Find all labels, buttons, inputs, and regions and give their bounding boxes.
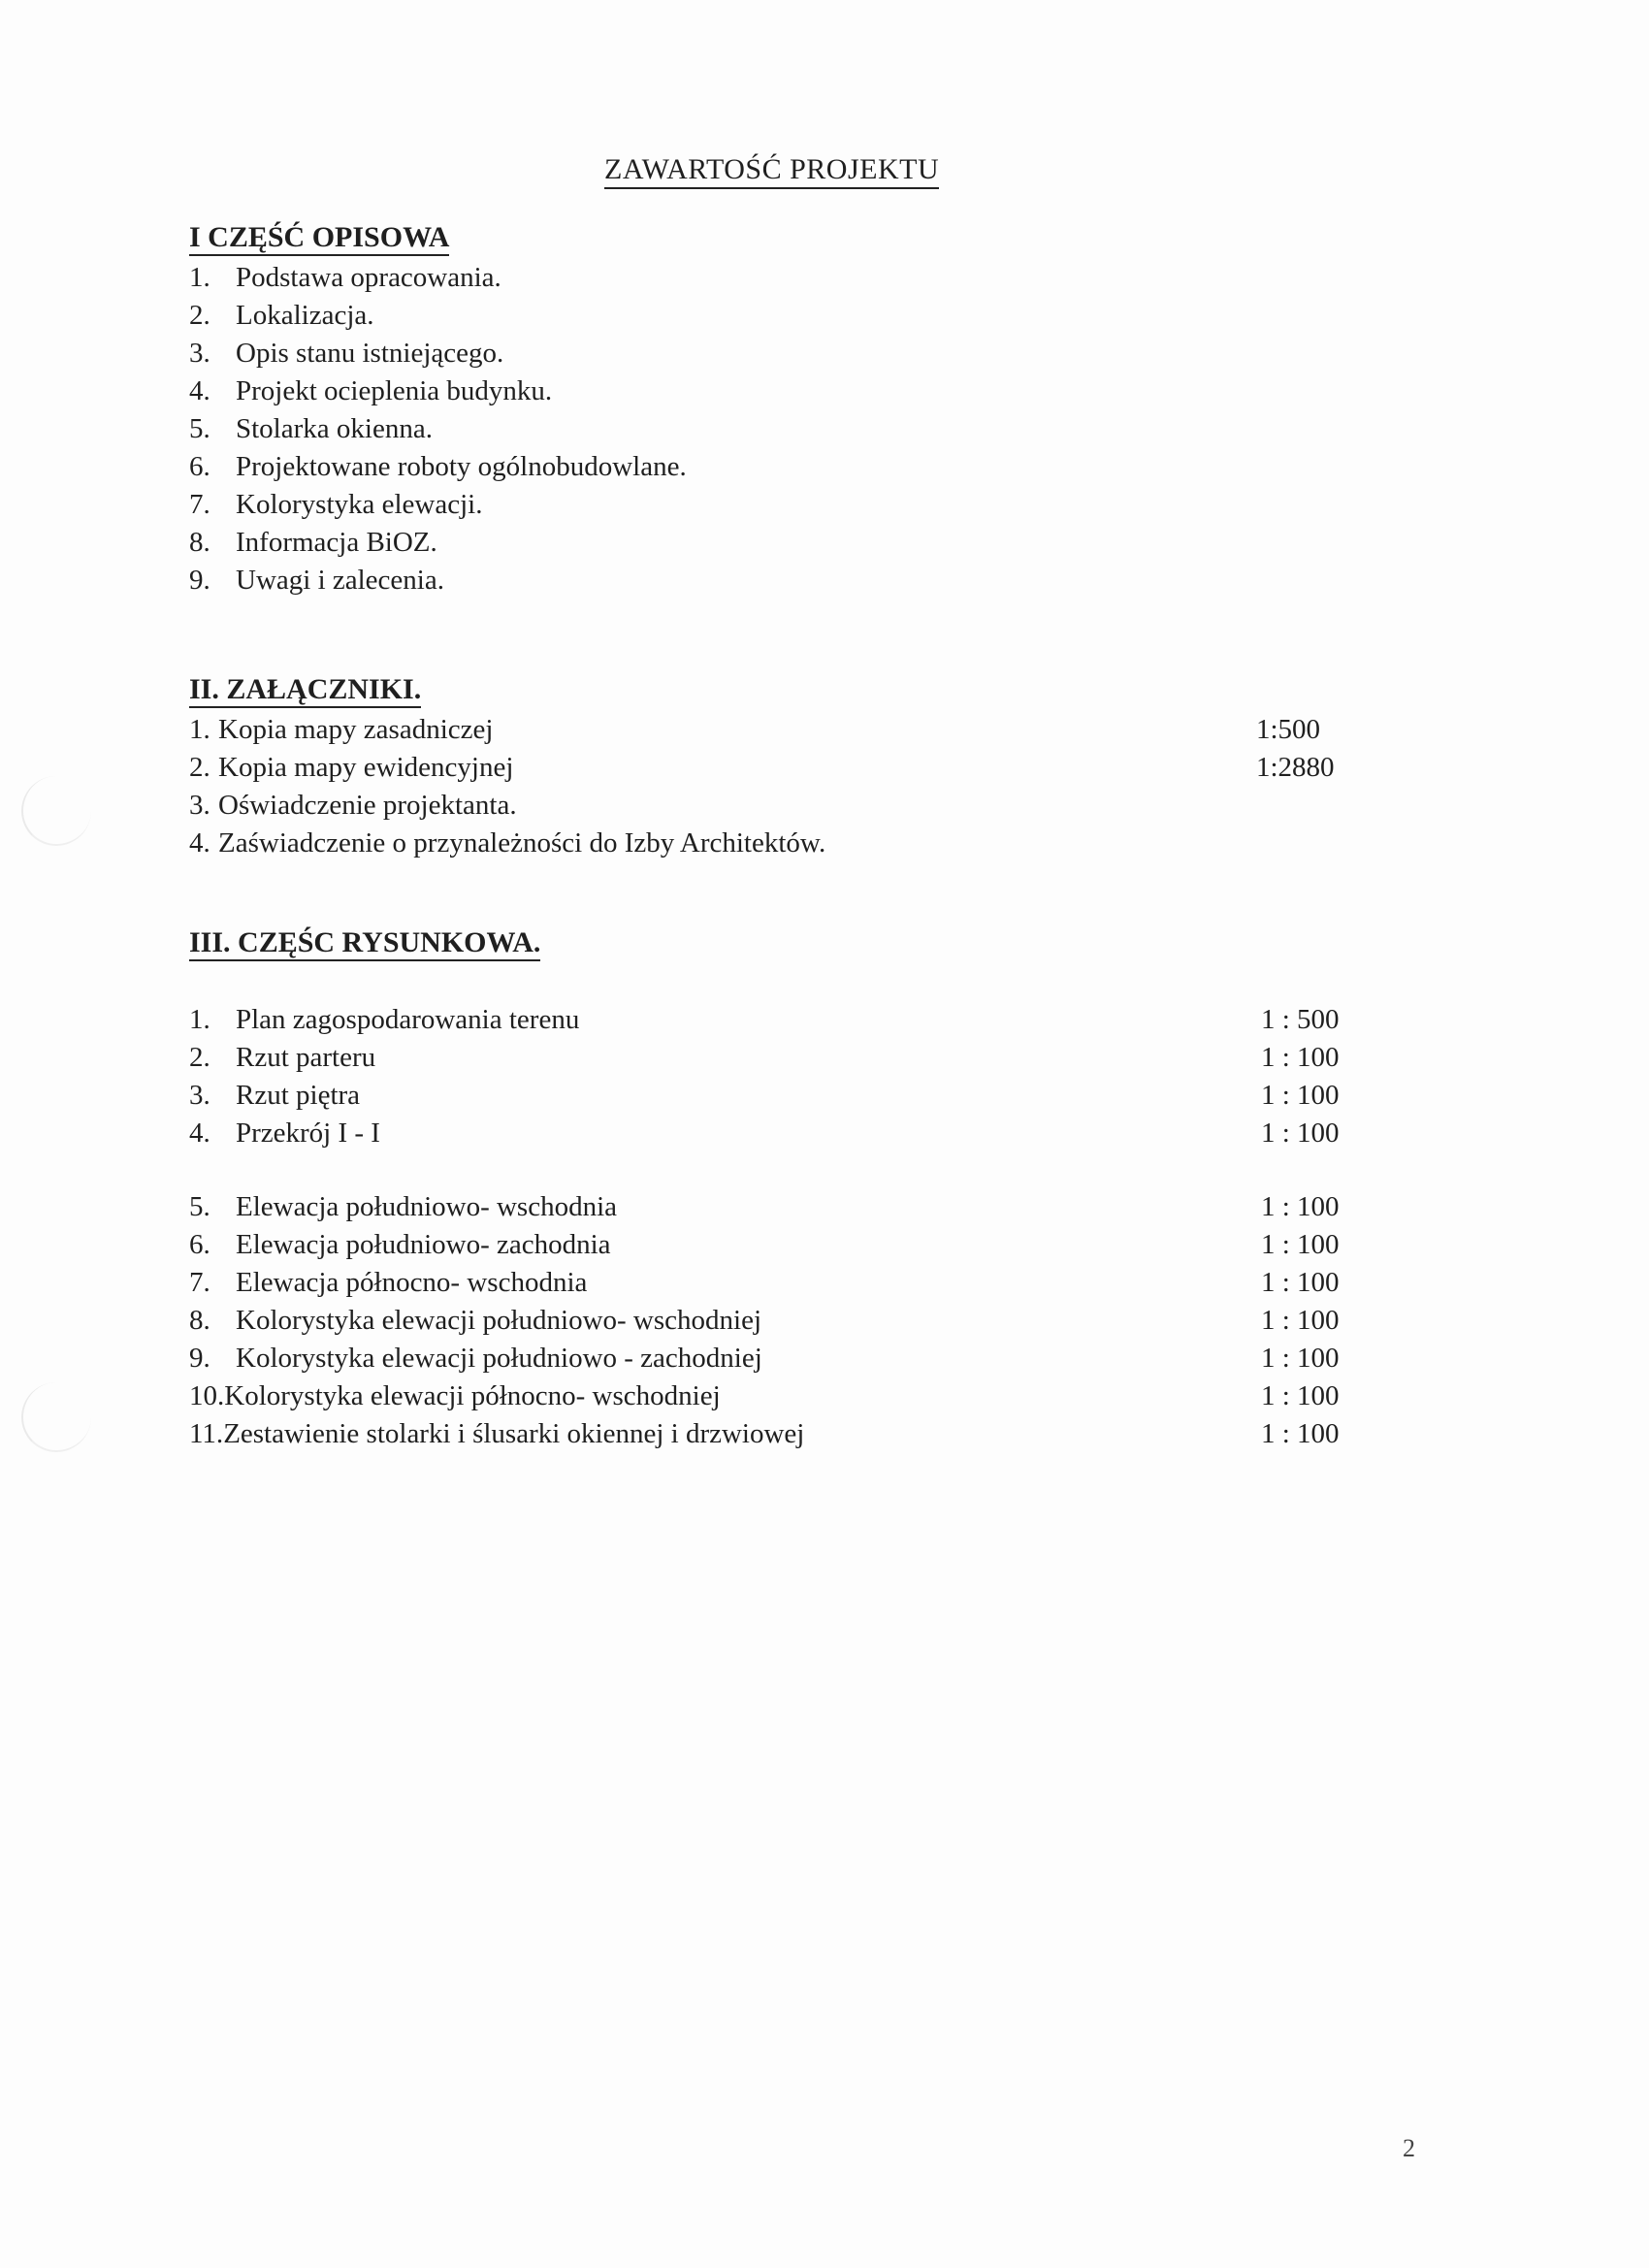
- list-item: 4. Przekrój I - I 1 : 100: [189, 1115, 804, 1152]
- scan-artifact: [21, 1382, 91, 1452]
- scale-value: 1 : 100: [1261, 1418, 1340, 1449]
- list-item: 1. Podstawa opracowania.: [189, 262, 501, 293]
- list-item: 6. Projektowane roboty ogólnobudowlane.: [189, 451, 687, 482]
- section-list-opisowa: [189, 259, 687, 599]
- list-item: 4. Zaświadczenie o przynależności do Izby Architektów.: [189, 827, 826, 859]
- document-title: ZAWARTOŚĆ PROJEKTU: [604, 153, 939, 189]
- scale-value: 1 : 100: [1261, 1229, 1340, 1260]
- section-list-zalaczniki: [189, 711, 1335, 862]
- list-item: 7. Elewacja północno- wschodnia 1 : 100: [189, 1264, 804, 1302]
- list-item: 4. Projekt ocieplenia budynku.: [189, 375, 553, 406]
- list-item: 2. Kopia mapy ewidencyjnej 1:2880: [189, 749, 825, 787]
- list-item: 5. Elewacja południowo- wschodnia 1 : 100: [189, 1188, 804, 1226]
- scale-value: 1 : 100: [1261, 1191, 1340, 1222]
- list-item: 7. Kolorystyka elewacji.: [189, 489, 483, 520]
- list-item: 6. Elewacja południowo- zachodnia 1 : 100: [189, 1226, 804, 1264]
- scale-value: 1 : 500: [1261, 1004, 1340, 1035]
- page-number: 2: [1403, 2134, 1415, 2162]
- list-item: 11.Zestawienie stolarki i ślusarki okiennej i drzwiowej 1 : 100: [189, 1415, 804, 1453]
- scale-value: 1 : 100: [1261, 1380, 1340, 1411]
- section-heading-opisowa: I CZĘŚĆ OPISOWA: [189, 221, 449, 256]
- list-item: 1. Plan zagospodarowania terenu 1 : 500: [189, 1001, 804, 1039]
- list-item: 2. Rzut parteru 1 : 100: [189, 1039, 804, 1077]
- scale-value: 1 : 100: [1261, 1118, 1340, 1149]
- section-heading-zalaczniki: II. ZAŁĄCZNIKI.: [189, 673, 421, 708]
- scale-value: 1:2880: [1256, 752, 1335, 783]
- scale-value: 1:500: [1256, 714, 1321, 745]
- scale-value: 1 : 100: [1261, 1343, 1340, 1374]
- list-item: 5. Stolarka okienna.: [189, 413, 433, 444]
- list-item: 8. Kolorystyka elewacji południowo- wschodniej 1 : 100: [189, 1302, 804, 1340]
- scale-value: 1 : 100: [1261, 1042, 1340, 1073]
- list-item: 9. Uwagi i zalecenia.: [189, 565, 444, 596]
- list-item: 9. Kolorystyka elewacji południowo - zachodniej 1 : 100: [189, 1340, 804, 1377]
- list-item: 3. Rzut piętra 1 : 100: [189, 1077, 804, 1115]
- scan-artifact: [21, 776, 91, 846]
- list-item: 10.Kolorystyka elewacji północno- wschodniej 1 : 100: [189, 1377, 804, 1415]
- list-item: 3. Oświadczenie projektanta.: [189, 790, 517, 821]
- scale-value: 1 : 100: [1261, 1267, 1340, 1298]
- list-item: 2. Lokalizacja.: [189, 300, 374, 331]
- section-list-rysunkowa: [189, 1001, 1340, 1453]
- scale-value: 1 : 100: [1261, 1080, 1340, 1111]
- list-item: 3. Opis stanu istniejącego.: [189, 338, 504, 369]
- section-heading-rysunkowa: III. CZĘŚC RYSUNKOWA.: [189, 926, 540, 961]
- list-item: 1. Kopia mapy zasadniczej 1:500: [189, 711, 825, 749]
- list-item: 8. Informacja BiOZ.: [189, 527, 437, 558]
- scale-value: 1 : 100: [1261, 1305, 1340, 1336]
